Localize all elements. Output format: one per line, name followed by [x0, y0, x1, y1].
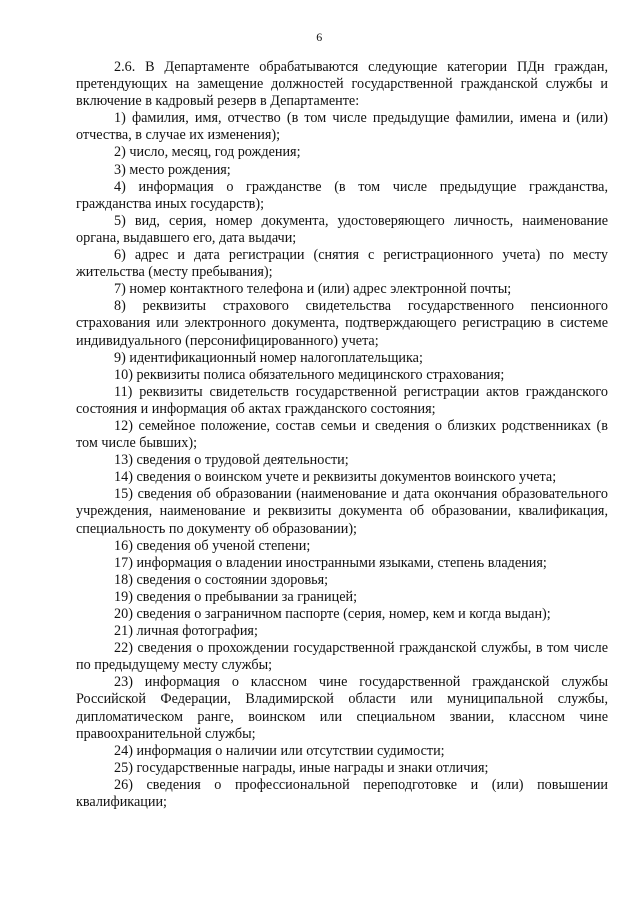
- list-item: 24) информация о наличии или отсутствии судимости;: [114, 742, 445, 759]
- list-item: 22) сведения о прохождении государственной гражданской службы, в том числе по предыдущему месту службы;: [76, 640, 608, 674]
- list-item: 2) число, месяц, год рождения;: [114, 144, 301, 161]
- list-item: 9) идентификационный номер налогоплательщика;: [114, 349, 423, 366]
- list-item: 5) вид, серия, номер документа, удостоверяющего личность, наименование органа, выдавшего его, дата выдачи;: [76, 212, 608, 246]
- list-item: 8) реквизиты страхового свидетельства государственного пенсионного страхования или электронного документа, подтверждающего регистрацию в системе индивидуального (персонифицированного) учета;: [76, 298, 608, 349]
- list-item: 6) адрес и дата регистрации (снятия с регистрационного учета) по месту жительства (месту пребывания);: [76, 247, 608, 281]
- list-item: 14) сведения о воинском учете и реквизиты документов воинского учета;: [114, 469, 557, 486]
- document-body: [76, 59, 608, 811]
- list-item: 25) государственные награды, иные награды и знаки отличия;: [114, 759, 489, 776]
- list-item: 17) информация о владении иностранными языками, степень владения;: [114, 554, 547, 571]
- list-item: 19) сведения о пребывании за границей;: [114, 588, 358, 605]
- list-item: 18) сведения о состоянии здоровья;: [114, 571, 329, 588]
- page-number: 6: [316, 30, 323, 44]
- list-item: 26) сведения о профессиональной переподготовке и (или) повышении квалификации;: [76, 776, 608, 811]
- list-item: 21) личная фотография;: [114, 623, 258, 640]
- list-item: 11) реквизиты свидетельств государственной регистрации актов гражданского состояния и информация об актах гражданского состояния;: [76, 383, 608, 417]
- list-item: 4) информация о гражданстве (в том числе предыдущие гражданства, гражданства иных государств);: [76, 178, 608, 212]
- list-item: 3) место рождения;: [114, 161, 231, 178]
- list-item: 23) информация о классном чине государственной гражданской службы Российской Федерации, Владимирской области или муниципальной службы, дипломатическом ранге, воинском или специальном звании, классном чине правоохранительной службы;: [76, 674, 608, 742]
- list-item: 1) фамилия, имя, отчество (в том числе предыдущие фамилии, имена и (или) отчества, в случае их изменения);: [76, 110, 608, 144]
- list-item: 12) семейное положение, состав семьи и сведения о близких родственниках (в том числе бывших);: [76, 417, 608, 452]
- list-item: 13) сведения о трудовой деятельности;: [114, 452, 349, 469]
- list-item: 16) сведения об ученой степени;: [114, 537, 311, 554]
- list-item: 7) номер контактного телефона и (или) адрес электронной почты;: [114, 281, 512, 298]
- list-item: 20) сведения о заграничном паспорте (серия, номер, кем и когда выдан);: [114, 606, 551, 622]
- list-item: 10) реквизиты полиса обязательного медицинского страхования;: [114, 366, 505, 383]
- list-item: 15) сведения об образовании (наименование и дата окончания образовательного учреждения, наименование и реквизиты документа об образовании, квалификация, специальность по документу об образовании);: [76, 486, 608, 537]
- section-intro: 2.6. В Департаменте обрабатываются следующие категории ПДн граждан, претендующих на замещение должностей государственной гражданской службы и включение в кадровый резерв в Департаменте:: [76, 59, 608, 110]
